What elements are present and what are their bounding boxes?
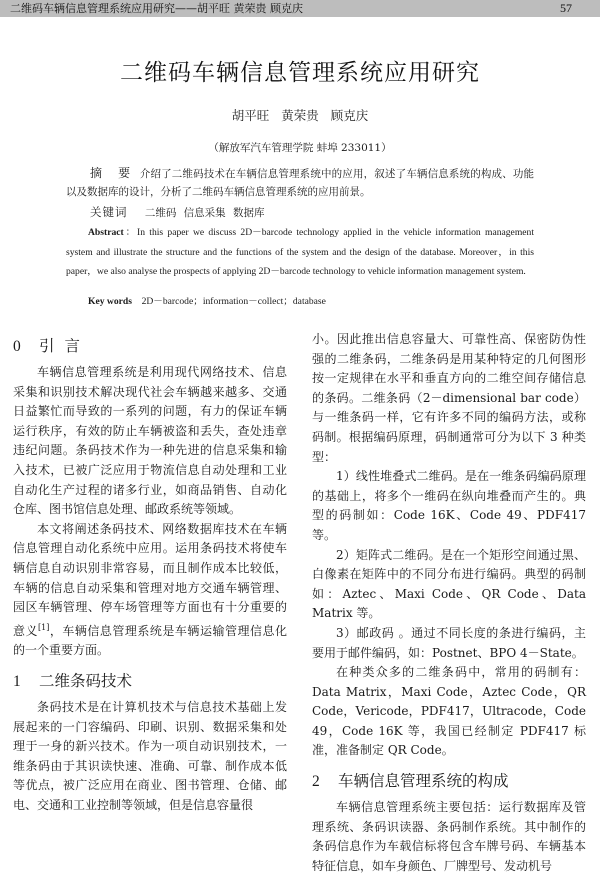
abstract-en-text: In this paper we discuss 2D－barcode technology applied in the vehicle information management system and illustrate the structure and the functions of the system and the design of the database. Moreover，in this paper，we also analyse the prospects of applying 2D－barcode technology to vehicle information management system.: [66, 227, 535, 277]
section-heading: 2 车辆信息管理系统的构成: [312, 772, 509, 791]
paragraph: 3）邮政码 。通过不同长度的条进行编码，主要用于邮件编码，如：Postnet、BPO 4－State。: [312, 625, 586, 660]
abstract-cn: [66, 164, 534, 201]
keywords-en: [66, 292, 534, 312]
section-heading: 1 二维条码技术: [13, 671, 133, 690]
keywords-text: 二维码 信息采集 数据库: [144, 207, 265, 219]
paragraph: 2）矩阵式二维码。是在一个矩形空间通过黑、白像素在矩阵中的不同分布进行编码。典型的码制如：Aztec、Maxi Code、QR Code、Data Matrix 等。: [312, 547, 586, 621]
paragraph: 条码技术是在计算机技术与信息技术基础上发展起来的一门容编码、印刷、识别、数据采集和处理于一身的新兴技术。作为一项自动识别技术，一维条码由于其识读快速、准确、可靠、制作成本低等优点，被广泛应用在商业、图书管理、仓储、邮电、交通和工业控制等领域，但是信息容量很: [13, 699, 287, 812]
paragraph: 车辆信息管理系统主要包括：运行数据库及管理系统、条码识读器、条码制作系统。其中制作的条码信息作为车载信标将包含车牌号码、车辆基本特征信息，如车身颜色、厂牌型号、发动机号: [312, 800, 586, 873]
paragraph: 车辆信息管理系统是利用现代网络技术、信息采集和识别技术解决现代社会车辆越来越多、交通日益繁忙而导致的一系列的问题，有力的保证车辆运行秩序，有效的防止车辆被盗和丢失，查处违章违纪问题。条码技术作为一种先进的信息采集和输入技术，已被广泛应用于物流信息自动处理和工业自动化生产过程的诸多行业，如商品销售、自动化仓库、图书馆信息处理、邮政系统等领域。: [13, 365, 287, 517]
left-column: [13, 330, 287, 815]
keywords-cn: [66, 203, 534, 222]
right-column: [312, 330, 586, 876]
abstract-label: 摘 要: [90, 166, 137, 180]
section-heading: 0 引言: [13, 337, 91, 355]
page-number: 57: [560, 1, 572, 15]
paragraph: 1）线性堆叠式二维码。是在一维条码编码原理的基础上，将多个一维码在纵向堆叠而产生的。典型的码制如：Code 16K、Code 49、PDF417 等。: [312, 469, 586, 542]
citation: [1]: [38, 622, 50, 632]
keywords-label: 关键词: [90, 205, 128, 219]
abstract-en-label: Abstract: [88, 227, 124, 238]
abstract-text: 介绍了二维码技术在车辆信息管理系统中的应用，叙述了车辆信息系统的构成、功能以及数据库的设计，分析了二维码车辆信息管理系统的应用前景。: [66, 168, 534, 198]
keywords-en-text: 2D－barcode；information－collect；database: [141, 296, 326, 307]
running-header: [0, 0, 600, 17]
running-title: 二维码车辆信息管理系统应用研究——胡平旺 黄荣贵 顾克庆: [10, 2, 303, 15]
affiliation: （解放军汽车管理学院 蚌埠 233011）: [208, 142, 392, 154]
keywords-en-label: Key words: [88, 296, 132, 307]
paper-title: 二维码车辆信息管理系统应用研究: [120, 60, 480, 86]
authors: 胡平旺 黄荣贵 顾克庆: [231, 108, 369, 123]
paragraph: 本文将阐述条码技术、网络数据库技术在车辆信息管理自动化系统中应用。运用条码技术将使车辆信息自动识别非常容易，而且制作成本比较低，车辆的信息自动采集和管理对地方交通车辆管理、园区车辆管理、停车场管理等方面也有十分重要的意义[1]，车辆信息管理系统是车辆运输管理信息化的一个重要方面。: [13, 521, 287, 658]
abstract-en: Abstract：In this paper we discuss 2D－barcode technology applied in the vehicle information management system and illustrate the structure and the functions of the system and the design of the database. Moreover，in this paper，we also analyse the prospects of applying 2D－barcode technology to vehicle information management system.: [66, 227, 535, 277]
paragraph: 小。因此推出信息容量大、可靠性高、保密防伪性强的二维条码，二维条码是用某种特定的几何图形按一定规律在水平和垂直方向的二维空间存储信息的条码。二维条码（2－dimensional bar code）与一维条码一样，它有许多不同的编码方法，或称码制。根据编码原理，码制通常可分为以下 3 种类型：: [312, 332, 586, 464]
paragraph: 在种类众多的二维条码中，常用的码制有：Data Matrix，Maxi Code，Aztec Code，QR Code，Vericode，PDF417，Ultracode，Code 49，Code 16K 等，我国已经制定 PDF417 标准，准备制定 QR Code。: [312, 665, 586, 758]
